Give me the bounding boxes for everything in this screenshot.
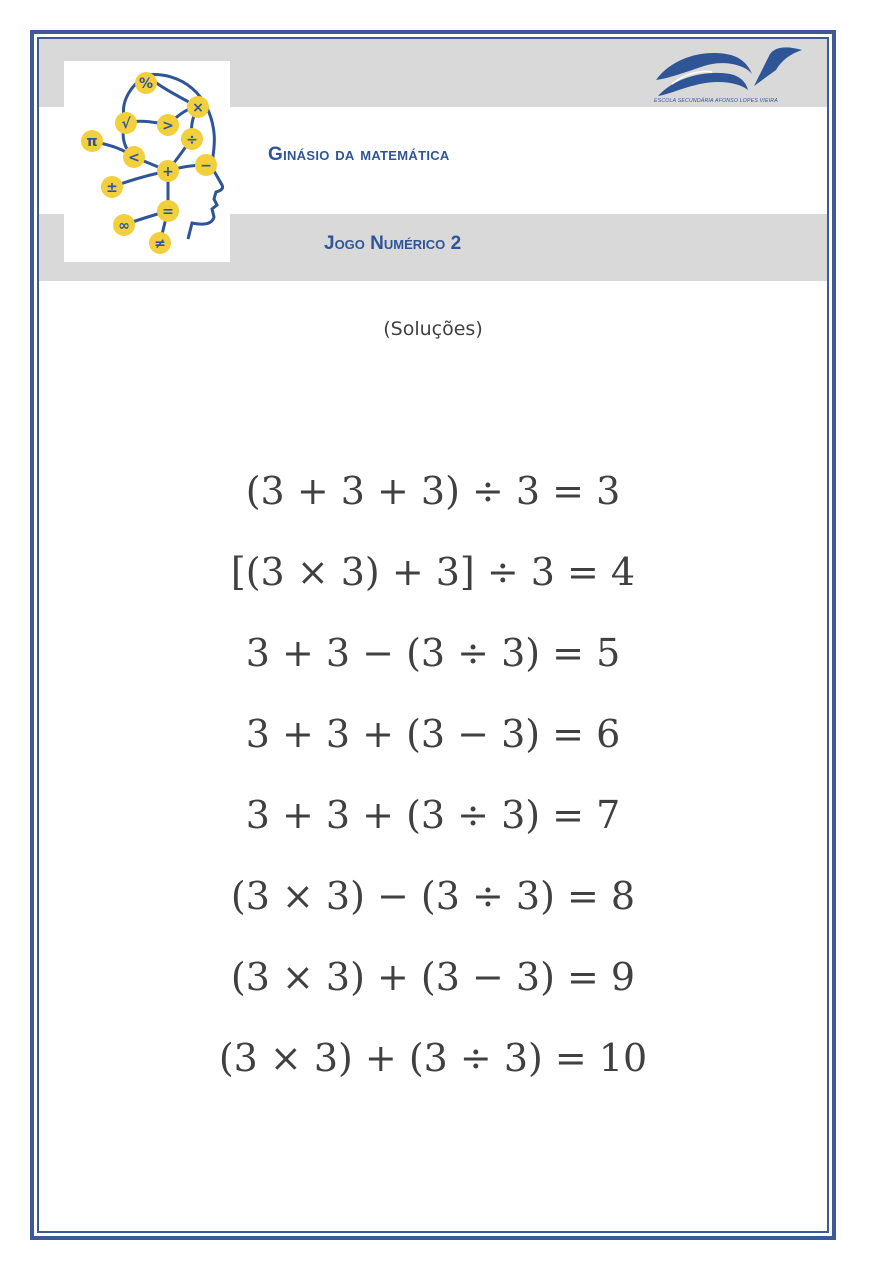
svg-text:<: < — [128, 150, 140, 166]
equation-line: (3 × 3) + (3 ÷ 3) = 10 — [218, 1036, 648, 1080]
svg-text:π: π — [86, 134, 98, 150]
equations-list — [39, 462, 827, 1110]
equation-line: 3 + 3 + (3 ÷ 3) = 7 — [245, 793, 621, 837]
equation-line: [(3 × 3) + 3] ÷ 3 = 4 — [230, 550, 636, 594]
svg-text:×: × — [192, 100, 204, 116]
equation-line: (3 + 3 + 3) ÷ 3 = 3 — [245, 469, 621, 513]
svg-text:∞: ∞ — [118, 218, 130, 234]
svg-text:÷: ÷ — [186, 132, 198, 148]
page-subtitle: Jogo Numérico 2 — [324, 233, 462, 254]
svg-text:±: ± — [106, 180, 118, 196]
equation-line: (3 × 3) + (3 − 3) = 9 — [230, 955, 636, 999]
svg-text:≠: ≠ — [154, 236, 166, 252]
equation-line: 3 + 3 + (3 − 3) = 6 — [245, 712, 621, 756]
equation-line: 3 + 3 − (3 ÷ 3) = 5 — [245, 631, 621, 675]
page-title: Ginásio da matemática — [268, 144, 450, 165]
solutions-note: (Soluções) — [383, 318, 483, 340]
svg-text:%: % — [138, 76, 154, 92]
svg-text:=: = — [162, 204, 174, 220]
svg-text:−: − — [200, 158, 212, 174]
school-name: ESCOLA SECUNDÁRIA AFONSO LOPES VIEIRA — [654, 98, 778, 104]
svg-text:>: > — [162, 118, 174, 134]
equation-line: (3 × 3) − (3 ÷ 3) = 8 — [230, 874, 636, 918]
svg-text:√: √ — [121, 116, 131, 132]
svg-text:+: + — [162, 164, 174, 180]
math-gym-logo — [64, 61, 230, 262]
